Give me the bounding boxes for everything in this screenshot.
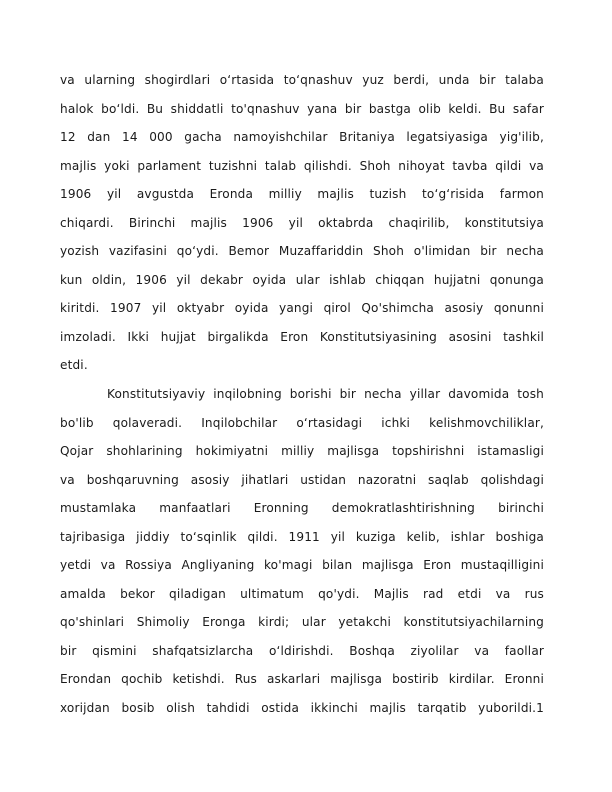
paragraph-line: kiritdi. 1907 yil oktyabr oyida yangi qirol Qo'shimcha asosiy qonunni <box>60 301 544 316</box>
paragraph-line: kun oldin, 1906 yil dekabr oyida ular ishlab chiqqan hujjatni qonunga <box>60 272 544 287</box>
paragraph-line: mustamlaka manfaatlari Eronning demokratlashtirishning birinchi <box>60 501 544 516</box>
paragraph-line: etdi. <box>60 358 88 373</box>
paragraph-line: va boshqaruvning asosiy jihatlari ustidan nazoratni saqlab qolishdagi <box>60 472 544 487</box>
paragraph-line: qo'shinlari Shimoliy Eronga kirdi; ular yetakchi konstitutsiyachilarning <box>60 615 544 630</box>
paragraph-line: Qojar shohlarining hokimiyatni milliy majlisga topshirishni istamasligi <box>60 444 544 459</box>
paragraph-line: majlis yoki parlament tuzishni talab qilishdi. Shoh nihoyat tavba qildi va <box>60 158 544 173</box>
paragraph-line: tajribasiga jiddiy to‘sqinlik qildi. 1911 yil kuziga kelib, ishlar boshiga <box>60 529 544 544</box>
paragraph-line: Konstitutsiyaviy inqilobning borishi bir necha yillar davomida tosh <box>107 387 544 402</box>
paragraph-line: bir qismini shafqatsizlarcha o‘ldirishdi. Boshqa ziyolilar va faollar <box>60 643 544 658</box>
paragraph-line: halok bo‘ldi. Bu shiddatli to'qnashuv yana bir bastga olib keldi. Bu safar <box>60 101 544 116</box>
paragraph-line: imzoladi. Ikki hujjat birgalikda Eron Konstitutsiyasining asosini tashkil <box>60 329 544 344</box>
paragraph-line: yetdi va Rossiya Angliyaning ko'magi bilan majlisga Eron mustaqilligini <box>60 558 544 573</box>
paragraph-line: Erondan qochib ketishdi. Rus askarlari majlisga bostirib kirdilar. Eronni <box>60 672 544 687</box>
paragraph-1 <box>60 66 544 380</box>
paragraph-line: amalda bekor qiladigan ultimatum qo'ydi. Majlis rad etdi va rus <box>60 586 544 601</box>
paragraph-line: va ularning shogirdlari o‘rtasida to‘qnashuv yuz berdi, unda bir talaba <box>60 73 544 87</box>
paragraph-2 <box>60 380 544 723</box>
paragraph-line: yozish vazifasini qo‘ydi. Bemor Muzaffariddin Shoh o'limidan bir necha <box>60 244 544 259</box>
paragraph-line: bo'lib qolaveradi. Inqilobchilar o‘rtasidagi ichki kelishmovchiliklar, <box>60 415 544 430</box>
paragraph-line: xorijdan bosib olish tahdidi ostida ikkinchi majlis tarqatib yuborildi.1 <box>60 701 544 716</box>
body-text <box>60 66 544 723</box>
paragraph-line: 12 dan 14 000 gacha namoyishchilar Britaniya legatsiyasiga yig'ilib, <box>60 130 544 145</box>
paragraph-line: 1906 yil avgustda Eronda milliy majlis tuzish to‘g‘risida farmon <box>60 187 544 202</box>
paragraph-line: chiqardi. Birinchi majlis 1906 yil oktabrda chaqirilib, konstitutsiya <box>60 215 544 230</box>
